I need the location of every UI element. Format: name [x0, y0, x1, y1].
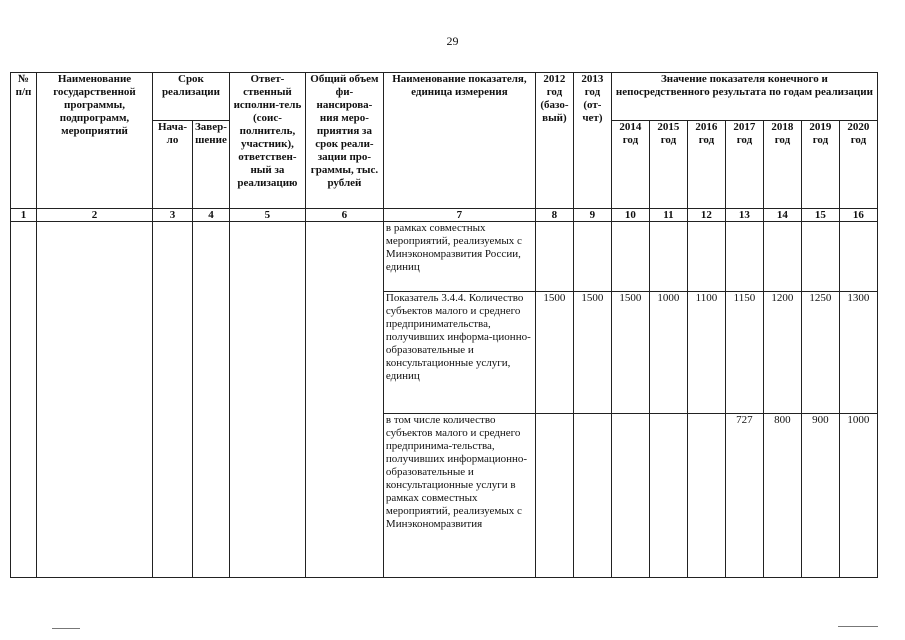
- value-2013: [573, 414, 611, 578]
- col-number: 11: [649, 209, 687, 222]
- value-2013: [573, 222, 611, 292]
- table-row: [11, 222, 878, 292]
- value-2015: 1000: [649, 292, 687, 414]
- value-2020: 1300: [839, 292, 877, 414]
- col-number: 9: [573, 209, 611, 222]
- scan-mark-left: [52, 628, 80, 629]
- col-number: 16: [839, 209, 877, 222]
- cell-num: [11, 222, 37, 578]
- value-2019: 900: [801, 414, 839, 578]
- value-2020: 1000: [839, 414, 877, 578]
- col-number: 12: [687, 209, 725, 222]
- header-executor: Ответ-ственный исполни-тель (соис-полнитель, участник), ответствен-ный за реализацию: [229, 73, 305, 209]
- header-year-2016: 2016 год: [687, 121, 725, 209]
- col-number: 6: [305, 209, 383, 222]
- value-2012: [535, 222, 573, 292]
- header-2012: 2012 год (базо-вый): [535, 73, 573, 209]
- header-year-2017: 2017 год: [725, 121, 763, 209]
- value-2012: 1500: [535, 292, 573, 414]
- header-start: Нача-ло: [153, 121, 193, 209]
- indicator-name: в том числе количество субъектов малого и среднего предпринима-тельства, получивших информационно-образовательные и консультационные услуги в рамках совместных мероприятий, реализуемых с Минэкономразвития: [383, 414, 535, 578]
- value-2015: [649, 414, 687, 578]
- value-2014: 1500: [611, 292, 649, 414]
- indicator-name: Показатель 3.4.4. Количество субъектов малого и среднего предпринимательства, получивших информа-ционно-образовательные и консультационные услуги, единиц: [383, 292, 535, 414]
- col-number: 2: [37, 209, 153, 222]
- header-end: Завер-шение: [193, 121, 230, 209]
- header-period: Срок реализации: [153, 73, 230, 121]
- value-2012: [535, 414, 573, 578]
- cell-program: [37, 222, 153, 578]
- indicators-table: [10, 72, 878, 578]
- header-year-2014: 2014 год: [611, 121, 649, 209]
- value-2014: [611, 414, 649, 578]
- header-indicator: Наименование показателя, единица измерения: [383, 73, 535, 209]
- col-number: 15: [801, 209, 839, 222]
- col-number: 1: [11, 209, 37, 222]
- col-number: 8: [535, 209, 573, 222]
- value-2013: 1500: [573, 292, 611, 414]
- col-number: 5: [229, 209, 305, 222]
- cell-start: [153, 222, 193, 578]
- col-number: 14: [763, 209, 801, 222]
- col-number: 10: [611, 209, 649, 222]
- value-2018: 1200: [763, 292, 801, 414]
- header-year-2019: 2019 год: [801, 121, 839, 209]
- cell-executor: [229, 222, 305, 578]
- value-2015: [649, 222, 687, 292]
- value-2016: [687, 414, 725, 578]
- cell-end: [193, 222, 230, 578]
- indicator-name: в рамках совместных мероприятий, реализуемых с Минэкономразвития России, единиц: [383, 222, 535, 292]
- value-2017: [725, 222, 763, 292]
- header-values-group: Значение показателя конечного и непосредственного результата по годам реализации: [611, 73, 877, 121]
- value-2017: 727: [725, 414, 763, 578]
- header-program: Наименование государственной программы, подпрограмм, мероприятий: [37, 73, 153, 209]
- cell-volume: [305, 222, 383, 578]
- value-2020: [839, 222, 877, 292]
- col-number: 4: [193, 209, 230, 222]
- value-2019: [801, 222, 839, 292]
- header-num: № п/п: [11, 73, 37, 209]
- header-2013: 2013 год (от-чет): [573, 73, 611, 209]
- header-year-2018: 2018 год: [763, 121, 801, 209]
- value-2019: 1250: [801, 292, 839, 414]
- column-numbers-row: [11, 209, 878, 222]
- value-2017: 1150: [725, 292, 763, 414]
- value-2018: 800: [763, 414, 801, 578]
- page-number: 29: [446, 34, 459, 48]
- scan-mark-right: [838, 626, 878, 627]
- col-number: 13: [725, 209, 763, 222]
- col-number: 7: [383, 209, 535, 222]
- header-year-2015: 2015 год: [649, 121, 687, 209]
- value-2014: [611, 222, 649, 292]
- header-volume: Общий объем фи-нансирова-ния меро-приятия за срок реали-зации про-граммы, тыс. рублей: [305, 73, 383, 209]
- header-year-2020: 2020 год: [839, 121, 877, 209]
- col-number: 3: [153, 209, 193, 222]
- value-2016: [687, 222, 725, 292]
- value-2016: 1100: [687, 292, 725, 414]
- value-2018: [763, 222, 801, 292]
